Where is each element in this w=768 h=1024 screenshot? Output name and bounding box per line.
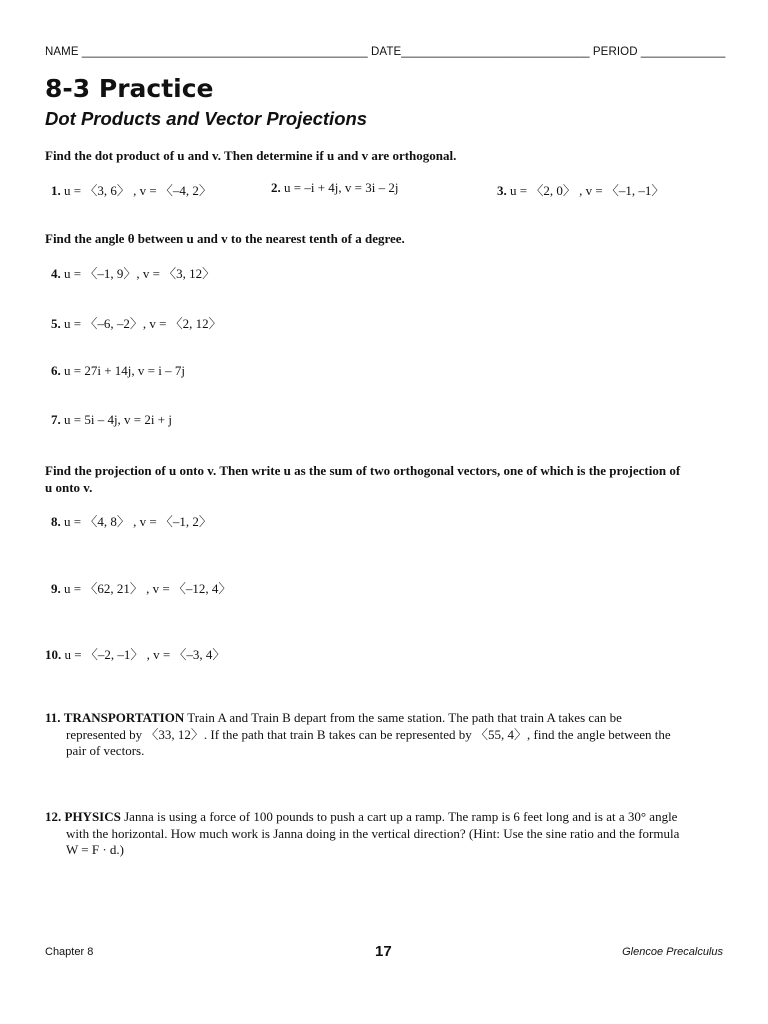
problem-number: 7. (51, 412, 61, 427)
problem-number: 2. (271, 180, 281, 195)
problem-number: 6. (51, 363, 61, 378)
problem-6 (51, 363, 185, 379)
problem-category: PHYSICS (64, 809, 121, 824)
problem-text-line-1: Train A and Train B depart from the same station. The path that train A takes can be (187, 710, 622, 725)
problem-text-line-2: represented by 〈33, 12〉. If the path that train B takes can be represented by 〈55, 4〉, find the angle between the (66, 726, 671, 742)
problem-text-line-2: with the horizontal. How much work is Janna doing in the vertical direction? (Hint: Use the sine ratio and the formula (66, 825, 680, 841)
problem-number: 12. (45, 809, 62, 824)
problem-2 (271, 180, 398, 196)
problem-7 (51, 412, 172, 428)
problem-text-line-1: Janna is using a force of 100 pounds to push a cart up a ramp. The ramp is 6 feet long and is at a 30° angle (124, 809, 678, 824)
page-subtitle: Dot Products and Vector Projections (45, 108, 368, 129)
problem-number: 8. (51, 514, 61, 529)
problem-text: u = 〈4, 8〉 , v = 〈–1, 2〉 (64, 514, 212, 529)
footer-chapter: Chapter 8 (45, 946, 94, 958)
instruction-dot-product: Find the dot product of u and v. Then determine if u and v are orthogonal. (45, 148, 457, 163)
footer-book-title: Glencoe Precalculus (622, 946, 723, 958)
problem-text: u = 〈3, 6〉 , v = 〈–4, 2〉 (64, 183, 212, 198)
instruction-projection: Find the projection of u onto v. Then write u as the sum of two orthogonal vectors, one of which is the projection of u onto v. (45, 463, 681, 495)
problem-3 (497, 180, 664, 199)
problem-8 (51, 511, 212, 530)
problem-11 (45, 710, 725, 760)
problem-text-line-3: W = F · d.) (66, 842, 125, 857)
problem-number: 4. (51, 266, 61, 281)
problem-text: u = 5i – 4j, v = 2i + j (64, 412, 172, 427)
problem-1 (51, 180, 212, 199)
problem-text: u = 〈–2, –1〉 , v = 〈–3, 4〉 (64, 647, 226, 662)
problem-category: TRANSPORTATION (63, 710, 185, 725)
problem-number: 5. (51, 316, 61, 331)
instruction-angle: Find the angle θ between u and v to the nearest tenth of a degree. (45, 231, 405, 246)
problem-5 (51, 313, 222, 332)
problem-text: u = 〈–1, 9〉, v = 〈3, 12〉 (64, 266, 216, 281)
problem-12 (45, 809, 725, 859)
problem-text: u = 〈–6, –2〉, v = 〈2, 12〉 (64, 316, 222, 331)
problem-number: 10. (45, 647, 62, 662)
problem-9 (51, 578, 231, 597)
problem-number: 1. (51, 183, 61, 198)
problem-text-line-3: pair of vectors. (66, 743, 145, 758)
problem-number: 3. (497, 183, 507, 198)
page-title: 8-3 Practice (45, 74, 214, 103)
student-info-line: NAME ____________________________________________ DATE_____________________________ PERIOD _____________ (45, 46, 726, 58)
problem-text: u = –i + 4j, v = 3i – 2j (284, 180, 399, 195)
footer-page-number: 17 (375, 943, 392, 960)
problem-number: 9. (51, 581, 61, 596)
problem-text: u = 27i + 14j, v = i – 7j (64, 363, 185, 378)
problem-text: u = 〈2, 0〉 , v = 〈–1, –1〉 (510, 183, 665, 198)
problem-10 (45, 644, 225, 663)
problem-4 (51, 263, 215, 282)
problem-text: u = 〈62, 21〉 , v = 〈–12, 4〉 (64, 581, 232, 596)
problem-number: 11. (45, 710, 61, 725)
